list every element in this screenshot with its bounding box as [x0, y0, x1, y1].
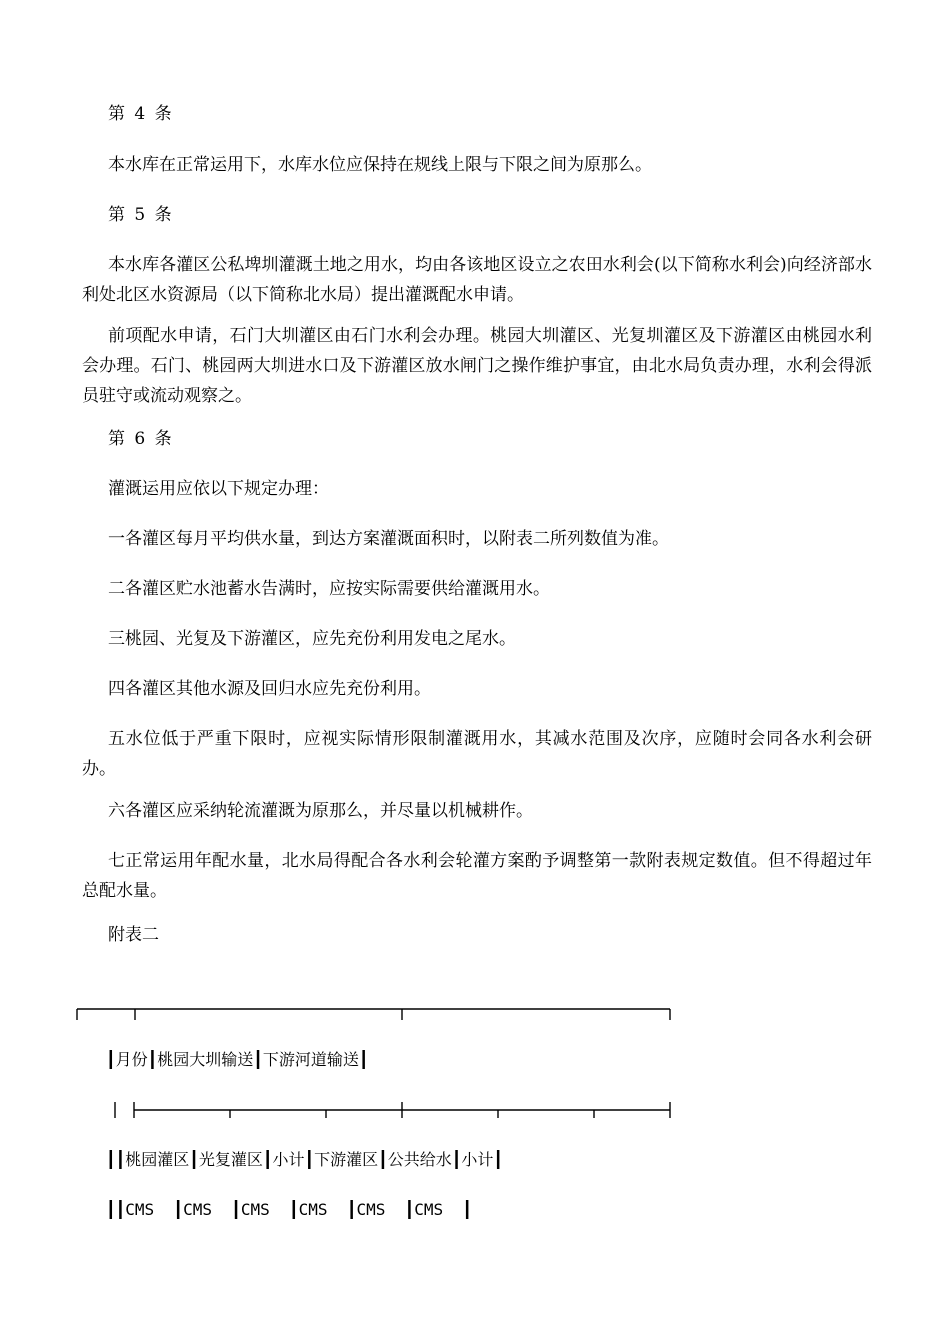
table-row-district-header: ┃┃桃园灌区┃光复灌区┃小计┃下游灌区┃公共给水┃小计┃: [106, 1150, 504, 1169]
article-5-paragraph-1: 本水库各灌区公私埤圳灌溉土地之用水，均由各该地区设立之农田水利会(以下简称水利会)向经济部水利处北区水资源局（以下简称北水局）提出灌溉配水申请。: [82, 255, 872, 305]
article-6-item-1: 一各灌区每月平均供水量，到达方案灌溉面积时，以附表二所列数值为准。: [108, 529, 669, 549]
article-6-item-7: 七正常运用年配水量，北水局得配合各水利会轮灌方案酌予调整第一款附表规定数值。但不得超过年总配水量。: [82, 851, 872, 901]
article-5-heading: 第 5 条: [108, 205, 174, 225]
table-top-border: [76, 1006, 676, 1024]
article-6-item-6: 六各灌区应采纳轮流灌溉为原那么，并尽量以机械耕作。: [108, 801, 533, 821]
article-6-item-3: 三桃园、光复及下游灌区，应先充份利用发电之尾水。: [108, 629, 516, 649]
article-4-heading: 第 4 条: [108, 104, 174, 124]
article-6-intro: 灌溉运用应依以下规定办理：: [108, 479, 329, 499]
article-6-item-4: 四各灌区其他水源及回归水应先充份利用。: [108, 679, 431, 699]
article-5-paragraph-2: 前项配水申请，石门大圳灌区由石门水利会办理。桃园大圳灌区、光复圳灌区及下游灌区由桃园水利会办理。石门、桃园两大圳进水口及下游灌区放水闸门之操作维护事宜，由北水局负责办理，水利会得派员驻守或流动观察之。: [82, 326, 872, 406]
table-row-month-header: ┃月份┃桃园大圳输送┃下游河道输送┃: [106, 1050, 369, 1069]
appendix-table-title: 附表二: [108, 925, 159, 945]
article-6-item-2: 二各灌区贮水池蓄水告满时，应按实际需要供给灌溉用水。: [108, 579, 550, 599]
table-row-unit-header: ┃┃CMS ┃CMS ┃CMS ┃CMS ┃CMS ┃CMS ┃: [106, 1200, 473, 1219]
article-6-item-5: 五水位低于严重下限时，应视实际情形限制灌溉用水，其减水范围及次序，应随时会同各水利会研办。: [82, 729, 872, 779]
table-subheader-border: [112, 1100, 678, 1122]
article-4-text: 本水库在正常运用下，水库水位应保持在规线上限与下限之间为原那么。: [108, 155, 652, 175]
article-6-heading: 第 6 条: [108, 429, 174, 449]
